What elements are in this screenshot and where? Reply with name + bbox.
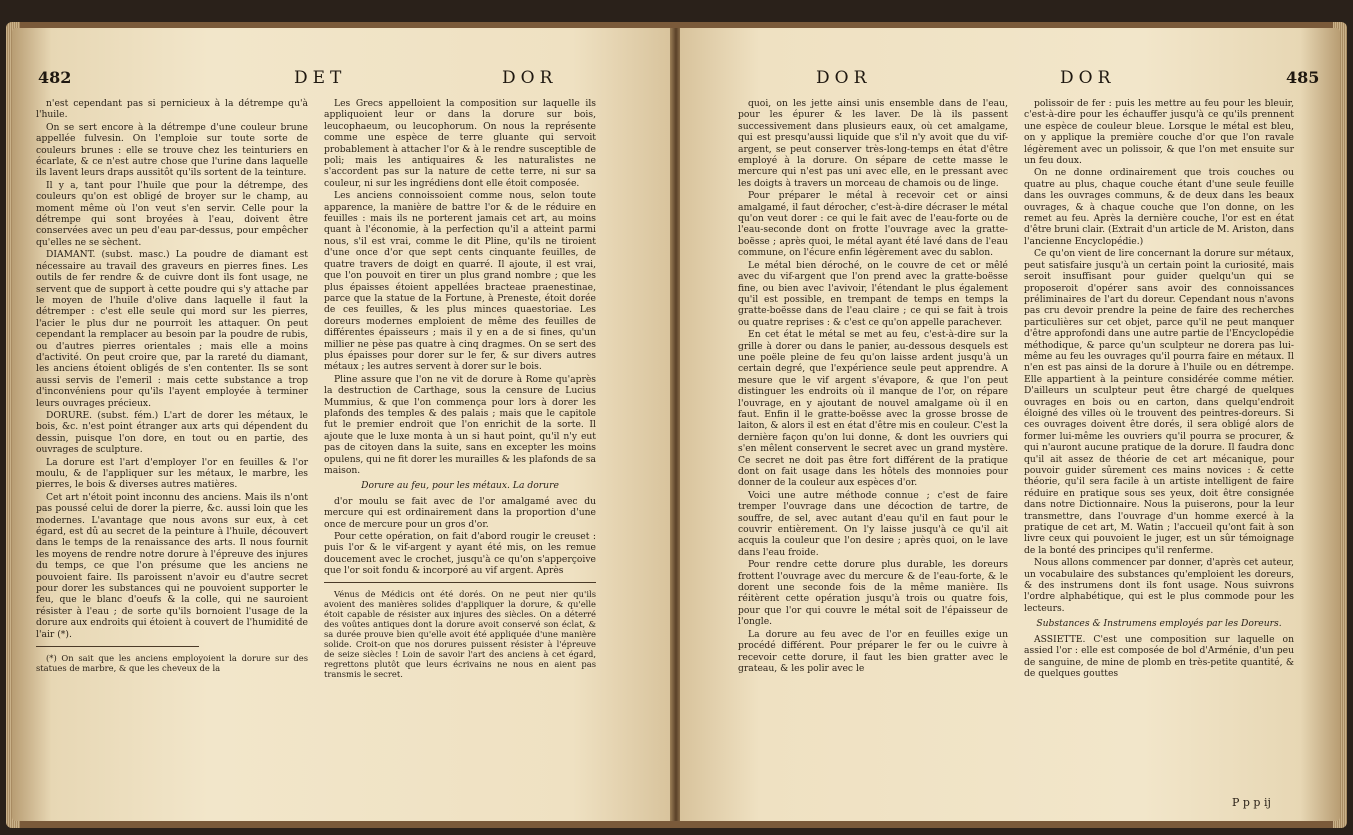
paragraph: Le métal bien déroché, on le couvre de cet or mêlé avec du vif-argent que l'on prend avec la gratte-boësse fine, ou bien avec l'avivoir, l'étendant le plus également qu'il est possible, en trempant de temps en temps la gratte-boësse dans de l'eau claire ; ce qui se fait à trois ou quatre reprises : & c'est ce qu'on appelle parachever. — [738, 259, 1008, 328]
paragraph: En cet état le métal se met au feu, c'est-à-dire sur la grille à dorer ou dans le panier, au-dessous desquels est une poële pleine de feu qu'on laisse ardent jusqu'à un certain degré, que l'expérience seule peut apprendre. A mesure que le vif argent s'évapore, & que l'on peut distinguer les endroits où il manque de l'or, on répare l'ouvrage, en y ajoutant de nouvel amalgame où il en faut. Enfin il le gratte-boësse avec la grosse brosse de laiton, & alors il est en état d'être mis en couleur. C'est la dernière façon qu'on lui donne, & dont les ouvriers qui s'en mêlent conservent le secret avec un grand mystère. Ce secret ne doit pas être fort différent de la pratique dont on fait usage dans les hôtels des monnoies pour donner de la couleur aux espèces d'or. — [738, 329, 1008, 489]
paragraph: Ce qu'on vient de lire concernant la dorure sur métaux, peut satisfaire jusqu'à un certain point la curiosité, mais seroit insuffisant pour guider quelqu'un qui se proposeroit d'opérer sans avoir des connoissances préliminaires de l'art du doreur. Cependant nous n'avons pas cru devoir prendre la peine de faire des recherches particulières sur cet objet, parce qu'il ne peut manquer d'être approfondi dans une autre partie de l'Encyclopédie méthodique, & parce qu'un sculpteur ne dorera pas lui-même au feu les ouvrages qu'il pourra faire en métaux. Il n'en est pas ainsi de la dorure à l'huile ou en détrempe. Elle appartient à la peinture considérée comme métier. D'ailleurs un sculpteur peut être chargé de quelques ouvrages en bois ou en carton, dans quelqu'endroit éloigné des villes où le trouvent des peintres-doreurs. Si ces ouvrages doivent être dorés, il sera obligé alors de former lui-même les ouvriers qu'il pourra se procurer, & qui n'auront aucune pratique de la dorure. Il faudra donc qu'il ait assez de théorie de cet art mécanique, pour pouvoir guider sûrement ces mains novices : & cette théorie, qu'il sera facile à un artiste intelligent de faire réduire en pratique sous ses yeux, doit être consignée dans notre Dictionnaire. Nous la puiserons, pour la leur transmettre, dans l'ouvrage d'un homme exercé à la pratique de cet art, M. Watin ; l'accueil qu'ont fait à son livre ceux qui pouvoient le juger, est un sûr témoignage de la bonté des principes qu'il renferme. — [1024, 248, 1294, 556]
paragraph: Pline assure que l'on ne vit de dorure à Rome qu'après la destruction de Carthage, sous la censure de Lucius Mummius, & que l'on commença pour lors à dorer les plafonds des temples & des palais ; mais que le capitole fut le premier endroit que l'on enrichit de la sorte. Il ajoute que le luxe monta à un si haut point, qu'il n'y eut pas de citoyen dans la suite, sans en excepter les moins opulens, qui ne fit dorer les murailles & les plafonds de sa maison. — [324, 373, 597, 476]
footnote-rule — [324, 582, 596, 583]
section-heading: Dorure au feu, pour les métaux. La dorure — [361, 480, 559, 492]
paragraph: ASSIETTE. C'est une composition sur laquelle on assied l'or : elle est composée de bol d'Arménie, d'un peu de sanguine, de mine de plomb en très-petite quantité, & de quelques gouttes — [1024, 633, 1294, 679]
left-page — [12, 28, 672, 821]
paragraph: Pour cette opération, on fait d'abord rougir le creuset : puis l'or & le vif-argent y ayant été mis, on les remue doucement avec le crochet, jusqu'à ce qu'on s'apperçoive que l'or soit fondu & incorporé au vif argent. Après — [324, 531, 596, 577]
paragraph: polissoir de fer : puis les mettre au feu pour les bleuir, c'est-à-dire pour les échauffer jusqu'à ce qu'ils prennent une espèce de couleur bleue. Lorsque le métal est bleu, on y applique la première couche d'or que l'on ravale légèrement avec un polissoir, & que l'on met ensuite sur un feu doux. — [1024, 98, 1294, 167]
right-column-1 — [738, 98, 1008, 675]
right-running-head-right: DOR — [1060, 68, 1116, 88]
section-heading: Substances & Instrumens employés par les Doreurs. — [1036, 618, 1282, 630]
paragraph: Voici une autre méthode connue ; c'est de faire tremper l'ouvrage dans une décoction de tartre, de souffre, de sel, avec autant d'eau qu'il en faut pour le couvrir entièrement. On l'y laisse jusqu'à ce qu'il ait acquis la couleur que l'on desire ; après quoi, on le lave dans l'eau froide. — [738, 489, 1008, 558]
paragraph: Pour préparer le métal à recevoir cet or ainsi amalgamé, il faut dérocher, c'est-à-dire décraser le métal qu'on veut dorer : ce qui le fait avec de l'eau-forte ou de l'eau-seconde dont on frotte l'ouvrage avec la gratte-boësse ; après quoi, le métal ayant été lavé dans de l'eau commune, on l'écure enfin légèrement avec du sablon. — [738, 190, 1008, 259]
signature-mark: P p p ij — [1232, 796, 1271, 809]
left-page-number: 482 — [38, 68, 72, 87]
paragraph: La dorure au feu avec de l'or en feuilles exige un procédé différent. Pour préparer le fer ou le cuivre à recevoir cette dorure, il faut les bien gratter avec le grateau, & les polir avec le — [738, 628, 1008, 674]
footnote-rule — [36, 646, 199, 647]
paragraph: Les anciens connoissoient comme nous, selon toute apparence, la manière de battre l'or & de le réduire en feuilles : mais ils ne porterent jamais cet art, au moins quant à l'économie, à la perfection qu'il a atteint parmi nous, s'il est vrai, comme le dit Pline, qu'ils ne tiroient d'une once d'or que sept cents cinquante feuilles, de quatre travers de doigt en quarré. Il ajoute, il est vrai, que l'on pouvoit en tirer un plus grand nombre ; que les plus épaisses étoient appellées bracteae praenestinae, parce que la statue de la Fortune, à Preneste, étoit dorée de ces feuilles, & les plus minces quaestoriae. Les doreurs modernes emploient de même des feuilles de différentes épaisseurs ; mais il y en a de si fines, qu'un millier ne pèse pas quatre à cinq dragmes. On se sert des plus épaisses pour dorer sur le fer, & sur divers autres métaux ; les autres servent à dorer sur le bois. — [324, 190, 596, 373]
paragraph: On se sert encore à la détrempe d'une couleur brune appellée fulvesin. On l'emploie sur toute sorte de couleurs brunes : elle se trouve chez les teinturiers en écarlate, & ce n'est autre chose que l'urine dans laquelle ils lavent leurs draps aussitôt qu'ils sortent de la teinture. — [36, 121, 308, 179]
footnote: Vénus de Médicis ont été dorés. On ne peut nier qu'ils avoient des manières solides d'appliquer la dorure, & qu'elle étoit capable de résister aux injures des siècles. On a déterré des voûtes antiques dont la dorure avoit conservé son éclat, & sa durée prouve bien qu'elle avoit été appliquée d'une manière solide. Croit-on que nos dorures puissent résister à l'épreuve de seize siècles ! Loin de savoir l'art des anciens à cet égard, regrettons plutôt que leurs écrivains ne nous en aient pas transmis le secret. — [324, 588, 596, 679]
paragraph: Nous allons commencer par donner, d'après cet auteur, un vocabulaire des substances qu'emploient les doreurs, & des instrumens dont ils font usage. Nous suivrons l'ordre alphabétique, qui est le plus commode pour les lecteurs. — [1024, 557, 1294, 614]
paragraph: Les Grecs appelloient la composition sur laquelle ils appliquoient leur or dans la dorure sur bois, leucophaeum, ou leucophorum. On nous la représente comme une espèce de terre gluante qui servoit probablement à attacher l'or & à le rendre susceptible de poli; mais les antiquaires & les naturalistes ne s'accordent pas sur la nature de cette terre, ni sur sa couleur, ni sur les ingrédiens dont elle étoit composée. — [324, 98, 596, 189]
open-book — [6, 22, 1347, 828]
left-column-2 — [324, 98, 596, 680]
footnote: (*) On sait que les anciens employoient la dorure sur des statues de marbre, & que les cheveux de la — [36, 653, 308, 674]
left-running-head-right: DOR — [502, 68, 558, 88]
paragraph: La dorure est l'art d'employer l'or en feuilles & l'or moulu, & de l'appliquer sur les métaux, le marbre, les pierres, le bois & diverses autres matières. — [36, 456, 308, 491]
left-column-1 — [36, 98, 308, 674]
left-running-head-left: DET — [294, 68, 347, 88]
paragraph: d'or moulu se fait avec de l'or amalgamé avec du mercure qui est ordinairement dans la proportion d'une once de mercure pour un gros d'or. — [324, 495, 596, 530]
right-page — [680, 28, 1340, 821]
paragraph: On ne donne ordinairement que trois couches ou quatre au plus, chaque couche étant d'une seule feuille dans les ouvrages communs, & de deux dans les beaux ouvrages, & à chaque couche que l'on donne, on les remet au feu. Après la dernière couche, l'or est en état d'être bruni clair. (Extrait d'un article de M. Ariston, dans l'ancienne Encyclopédie.) — [1024, 167, 1294, 247]
paragraph: DORURE. (subst. fém.) L'art de dorer les métaux, le bois, &c. n'est point étranger aux arts qui dépendent du dessin, puisque l'on dore, en tout ou en partie, des ouvrages de sculpture. — [36, 409, 308, 456]
paragraph: Il y a, tant pour l'huile que pour la détrempe, des couleurs qu'on est obligé de broyer sur le champ, au moment même où l'on veut s'en servir. Celle pour la détrempe qui sont broyées à l'eau, doivent être conservées avec un peu d'eau par-dessus, pour empêcher qu'elles ne se sèchent. — [36, 179, 308, 248]
paragraph: n'est cependant pas si pernicieux à la détrempe qu'à l'huile. — [36, 98, 308, 121]
paragraph: DIAMANT. (subst. masc.) La poudre de diamant est nécessaire au travail des graveurs en pierres fines. Les outils de fer rendre & de cuivre dont ils font usage, ne servent que de support à cette poudre qui s'y attache par le moyen de l'huile d'olive dans laquelle il faut la détremper : c'est elle seule qui mord sur les pierres, l'acier le plus dur ne pourroit les attaquer. On peut cependant la remplacer au besoin par la poudre de rubis, ou d'autres pierres orientales ; mais elle a moins d'activité. On peut croire que, par la rareté du diamant, les anciens étoient obligés de s'en contenter. Ils se sont aussi servis de l'emeril : mais cette substance a trop d'inconvéniens pour qu'ils l'ayent employée à terminer leurs ouvrages précieux. — [36, 249, 308, 409]
paragraph: Pour rendre cette dorure plus durable, les doreurs frottent l'ouvrage avec du mercure & de l'eau-forte, & le dorent une seconde fois de la même manière. Ils réitèrent cette opération jusqu'à trois ou quatre fois, pour que l'or qui couvre le métal soit de l'épaisseur de l'ongle. — [738, 559, 1008, 628]
paragraph: quoi, on les jette ainsi unis ensemble dans de l'eau, pour les épurer & les laver. De là ils passent successivement dans plusieurs eaux, où cet amalgame, qui est presqu'aussi liquide que s'il n'y avoit que du vif-argent, se peut conserver très-long-temps en état d'être employé à la dorure. On sépare de cette masse le mercure qui n'est pas uni avec elle, en le pressant avec les doigts à travers un morceau de chamois ou de linge. — [738, 98, 1008, 189]
right-page-number: 485 — [1286, 68, 1320, 87]
right-running-head-left: DOR — [816, 68, 872, 88]
right-column-2 — [1024, 98, 1294, 680]
paragraph: Cet art n'étoit point inconnu des anciens. Mais ils n'ont pas poussé celui de dorer la pierre, &c. aussi loin que les modernes. L'avantage que nous avons sur eux, à cet égard, est dû au secret de la peinture à l'huile, découvert dans le temps de la renaissance des arts. Il nous fournit les moyens de rendre notre dorure à l'épreuve des injures du temps, ce que l'on présume que les anciens ne pouvoient faire. Ils paroissent n'avoir eu d'autre secret pour dorer les substances qui ne pouvoient supporter le feu, que le blanc d'oeufs & la colle, qui ne sauroient résister à l'eau ; de sorte qu'ils bornoient l'usage de la dorure aux endroits qui étoient à couvert de l'humidité de l'air (*). — [36, 491, 308, 640]
